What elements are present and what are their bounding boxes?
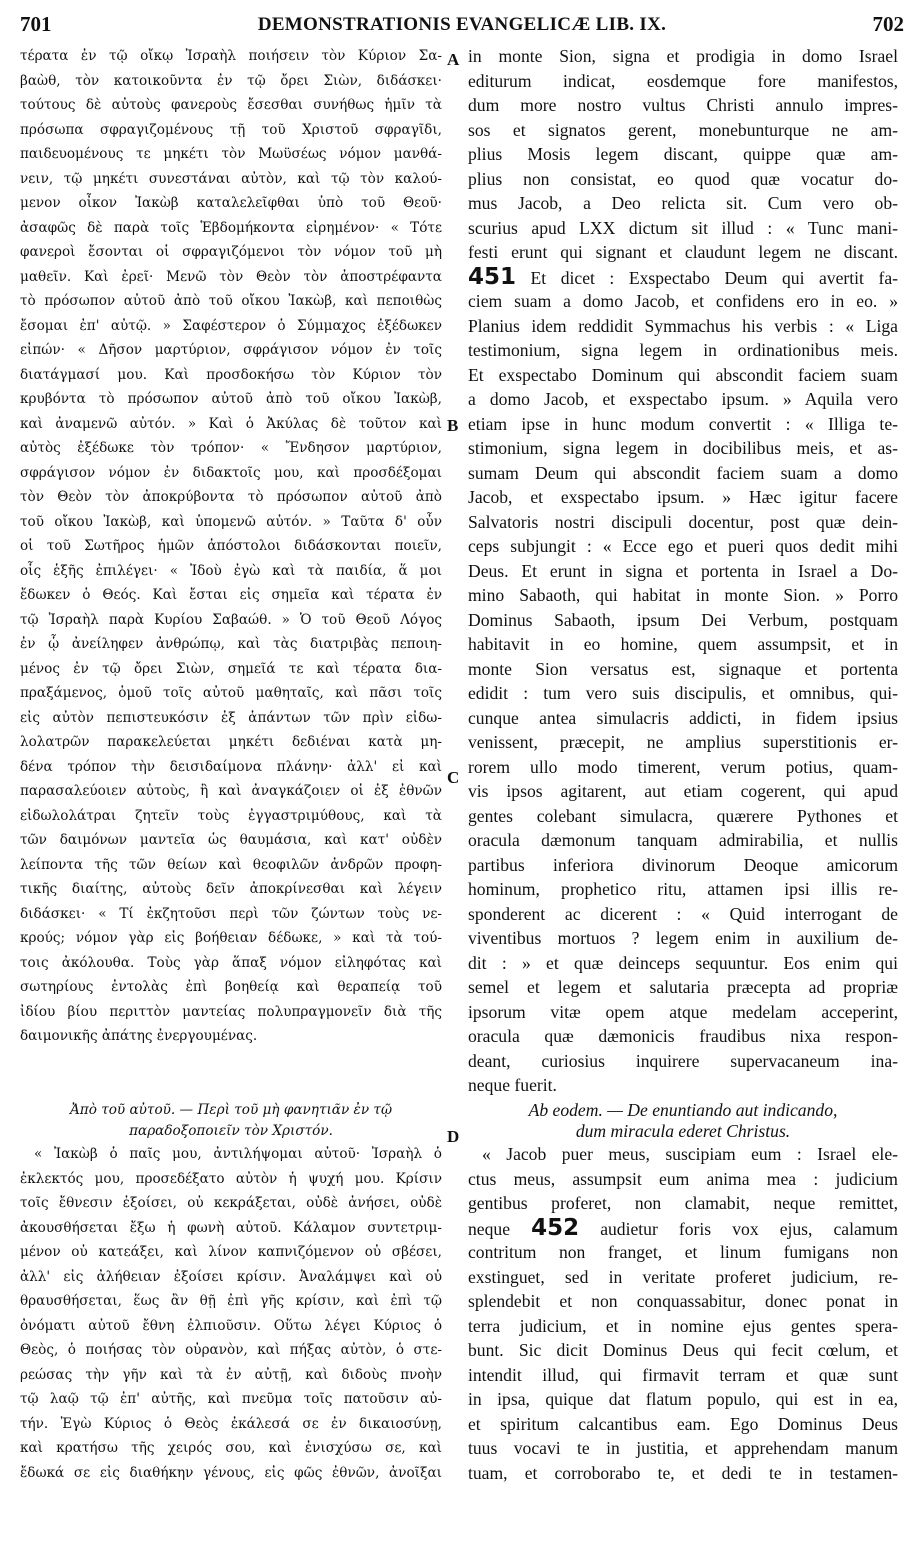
text-line: εἰπών· « Δῆσον μαρτύριον, σφράγισον νόμον ἐν τοῖς (20, 342, 442, 358)
text-line: a domo Jacob, et exspectabo ipsum. » Aquila vero (468, 389, 898, 409)
latin-section-heading (468, 1100, 898, 1142)
text-line: scurius apud LXX dictum sit illud : « Tunc mani- (468, 217, 898, 238)
text-line: διατάγμασί μου. Καὶ προσδοκήσω τὸν Κύριον τὸν (20, 366, 442, 383)
text-line: Planius idem reddidit Symmachus his verbis : « Liga (468, 315, 898, 336)
text-line: bunt. Sic dicit Dominus Deus qui fecit cœlum, et (468, 1340, 898, 1360)
text-line: θραυσθήσεται, ἕως ἂν θῇ ἐπὶ γῆς κρίσιν, καὶ ἐπὶ τῷ (20, 1293, 442, 1309)
running-header (20, 6, 904, 42)
text-line: εἰς αὐτὸν πεπιστευκόσιν ἐξ ἁπάντων τῶν πρὶν εἰδω- (20, 709, 442, 726)
text-line: τικῆς διαίτης, αὐτοὺς δεῖν ἀποκρίνεσθαι καὶ λέγειν (20, 881, 442, 897)
text-line: ἰδίου βίου περιττὸν μαντείας πολυπραγμονεῖν διὰ τῆς (20, 1003, 442, 1020)
text-line: ἔδωκεν ὁ Θεός. Καὶ ἔσται εἰς σημεῖα καὶ τέρατα ἐν (20, 587, 442, 603)
text-line: οἷς ἑξῆς ἐπιλέγει· « Ἰδοὺ ἐγὼ καὶ τὰ παιδία, ἅ μοι (20, 562, 442, 579)
text-line: τῷ Ἰσραὴλ παρὰ Κυρίου Σαβαώθ. » Ὁ τοῦ Θεοῦ Λόγος (20, 611, 442, 628)
text-line: monte Sion versatus est, signaque et portenta (468, 658, 898, 679)
text-line: Et exspectabo Dominum qui abscondit faciem suam (468, 364, 898, 385)
text-line: αὐτὸς ἐξέδωκε τὸν τρόπον· « Ἔνδησον μαρτύριον, (20, 440, 442, 456)
margin-marker-b: B (447, 416, 459, 435)
text-line: hominum, prophetico ritu, attamen ipsi illis re- (468, 879, 898, 899)
text-line: neque fuerit. (468, 1075, 557, 1095)
text-line: καὶ ἀναμενῶ αὐτόν. » Καὶ ὁ Ἀκύλας δὲ τοῦτον καὶ (20, 415, 442, 432)
page-number-right: 702 (872, 12, 904, 36)
text-line: oracula quæ dæmonicis fraudibus nixa respon- (468, 1026, 898, 1046)
text-line: καὶ κρατήσω τῆς χειρός σου, καὶ ἐνισχύσω σε, καὶ (20, 1440, 442, 1456)
text-line: rorem ullo modo timerent, verum potius, quam- (468, 756, 898, 777)
text-line: gentes colebant simulacra, quærere Pythones et (468, 805, 898, 826)
text-line: habitavit in eo homine, quem assumpsit, et in (468, 634, 898, 654)
text-line: οἱ τοῦ Σωτῆρος ἡμῶν ἀπόστολοι διδάσκονται ποιεῖν, (20, 538, 442, 554)
text-line: tuus vocavi te in justitia, et apprehendam manum (468, 1438, 898, 1458)
text-line: πρόσωπα σφραγιζομένους τῇ τοῦ Χριστοῦ σφραγῖδι, (20, 121, 442, 138)
text-line: ἐκλεκτός μου, προσεδέξατο αὐτὸν ἡ ψυχή μου. Κρίσιν (20, 1170, 442, 1187)
latin-line-451: 451 Et dicet : Exspectabo Deum qui avertit fa- (468, 264, 898, 289)
text-line: « Jacob puer meus, suscipiam eum : Israel ele- (482, 1144, 898, 1164)
text-line: gentibus proferet, non clamabit, neque remittet, (468, 1193, 898, 1213)
text-line: τῶν δαιμόνων μαντεῖα ὡς θαυμάσια, καὶ κατ' οὐδὲν (20, 832, 442, 848)
text-line: ciem suam a domo Jacob, et confidens ero in eo. » (468, 291, 898, 311)
greek-column-top (20, 44, 442, 1049)
text-line: festi erunt qui signant et claudunt legem ne discant. (468, 242, 898, 262)
text-line: ὀνόματι αὐτοῦ ἔθνη ἐλπιοῦσιν. Οὕτω λέγει Κύριος ὁ (20, 1317, 442, 1334)
text-line: in monte Sion, signa et prodigia in domo Israel (468, 46, 898, 66)
text-line: λείποντα τῆς τῶν θείων καὶ θεοφιλῶν ἀνδρῶν προφη- (20, 856, 442, 873)
text-line: editurum indicat, eosdemque fore manifestos, (468, 70, 898, 91)
text-line: exstinguet, sed in veritate proferet judicium, re- (468, 1266, 898, 1287)
text-line: oracula dæmonum tanquam admirabilia, et nullis (468, 830, 898, 850)
text-line: Dominus Sabaoth, ipsum Dei Verbum, postquam (468, 609, 898, 630)
text-line: σωτηρίους ἐντολὰς ἐπὶ βοηθείᾳ καὶ θεραπείᾳ τοῦ (20, 979, 442, 995)
margin-marker-d: D (447, 1127, 460, 1146)
text-line: Jacob, et exspectabo ipsum. » Hæc igitur facere (468, 487, 898, 507)
latin-column-bottom (468, 1100, 898, 1485)
text-line: contritum non franget, et linum fumigans non (468, 1242, 898, 1262)
text-line: ἔδωκά σε εἰς διαθήκην γένους, εἰς φῶς ἐθνῶν, ἀνοῖξαι (20, 1464, 442, 1481)
text-line: viventibus mortuos ? legem enim in auxilium de- (468, 928, 898, 948)
text-line: « Ἰακὼβ ὁ παῖς μου, ἀντιλήψομαι αὐτοῦ· Ἰσραὴλ ὁ (34, 1146, 442, 1162)
text-line: Θεὸς, ὁ ποιήσας τὸν οὐρανὸν, καὶ πήξας αὐτὸν, ὁ στε- (20, 1342, 442, 1358)
text-line: mus Jacob, a Deo relicta sit. Cum vero ob- (468, 193, 898, 213)
text-line: cunque antea simulacris addicti, in fidem ipsius (468, 707, 898, 728)
text-line: διδάσκει· « Τί ἐκζητοῦσι περὶ τῶν ζώντων τοὺς νε- (20, 905, 442, 922)
text-line: plius non consistat, eo quod quæ vocatur do- (468, 168, 898, 189)
text-line: παιδευομένους τε μηκέτι τὸν Μωϋσέως νόμον μανθά- (20, 146, 442, 162)
text-line: κρούς; νόμον γὰρ εἰς βοήθειαν δέδωκε, » καὶ τὰ τού- (20, 930, 442, 946)
text-line: τήν. Ἐγὼ Κύριος ὁ Θεὸς ἐκάλεσά σε ἐν δικαιοσύνῃ, (20, 1415, 442, 1432)
column-number-451: 451 (468, 264, 517, 289)
text-line: plius Mosis legem discant, quippe quæ am- (468, 144, 898, 164)
text-line: sponderent ac dicerent : « Quid interrogant de (468, 903, 898, 924)
text-line: δαιμονικῆς ἀπάτης ἐνεργουμένας. (20, 1028, 258, 1044)
text-line: deant, curiosius inquirere supervacaneum ina- (468, 1050, 898, 1071)
text-line: ἐν ᾧ ἀνείληφεν ἀνθρώπῳ, καὶ τὰς διατριβὰς πεποιη- (20, 636, 442, 652)
text-line: intendit illud, qui firmavit terram et quæ sunt (468, 1364, 898, 1385)
text-line: τὸν Θεὸν τὸν ἀποκρύβοντα τὸ πρόσωπον αὐτοῦ ἀπὸ (20, 489, 442, 505)
text-line: φανεροὶ ἔσονται οἱ σφραγιζόμενοι τὸν νόμον τοῦ μὴ (20, 244, 442, 260)
text-line: ρεώσας τὴν γῆν καὶ τὰ ἐν αὐτῇ, καὶ διδοὺς πνοὴν (20, 1366, 442, 1383)
page-number-left: 701 (20, 12, 52, 36)
text-line: mino Sabaoth, qui habitat in monte Sion. » Porro (468, 585, 898, 605)
text-line: splendebit et non conquassabitur, donec ponat in (468, 1291, 898, 1311)
margin-marker-a: A (447, 50, 460, 69)
text-line: dum miracula ederet Christus. (575, 1121, 791, 1141)
text-line: εἰδωλολάτραι ζητεῖν τοὺς ἐγγαστριμύθους, καὶ τὰ (20, 807, 442, 824)
text-line: τοῖς ἔθνεσιν ἐξοίσει, οὐ κεκράξεται, οὐδὲ ἀνήσει, οὐδὲ (20, 1195, 442, 1211)
text-line: μένον οὐ κατεάξει, καὶ λίνον καπνιζόμενον οὐ σβέσει, (20, 1244, 442, 1260)
text-line: terra judicium, et in nomine ejus gentes spera- (468, 1315, 898, 1336)
text-line: vis ipsos agitarent, aut etiam cogerent, qui apud (468, 781, 898, 801)
text-line: sumam Deum qui abscondit faciem suam a domo (468, 462, 898, 483)
latin-line-452: neque 452 audietur foris vox ejus, calamum (468, 1215, 898, 1240)
text-line: dum more nostro vultus Christi annulo impres- (468, 95, 898, 115)
text-line: ἀκουσθήσεται ἔξω ἡ φωνὴ αὐτοῦ. Κάλαμον συντετριμ- (20, 1219, 442, 1236)
running-title: DEMONSTRATIONIS EVANGELICÆ LIB. IX. (257, 14, 667, 35)
text-line: ceps subjungit : « Ecce ego et pueri quos dedit mihi (468, 536, 898, 556)
greek-column-bottom (20, 1100, 442, 1485)
text-line: τὸ πρόσωπον αὐτοῦ ἀπὸ τοῦ οἴκου Ἰακὼβ, καὶ πεποιθὼς (20, 293, 442, 309)
text-line: ἀσαφῶς δὲ παρὰ τοῖς Ἑβδομήκοντα εἰρημένον· « Τότε (20, 219, 442, 236)
text-line: τῷ λαῷ τῷ ἐπ' αὐτῆς, καὶ πνεῦμα τοῖς πατοῦσιν αὐ- (20, 1391, 442, 1407)
text-line: Deus. Et erunt in signa et portenta in Israel a Do- (468, 560, 898, 581)
text-line: παραδοξοποιεῖν τὸν Χριστόν. (129, 1123, 333, 1139)
text-line: Salvatoris nostri discipuli docentur, post quæ dein- (468, 511, 898, 532)
text-line: βαὼθ, τὸν κατοικοῦντα ἐν τῷ ὄρει Σιὼν, διδάσκει· (20, 72, 442, 89)
text-line: τούτους δὲ αὐτοὺς φανεροὺς ἔσεσθαι συνήθως ἡμῖν τὰ (20, 97, 442, 113)
text-line: et spiritum calcantibus eam. Ego Dominus Deus (468, 1413, 898, 1434)
latin-column-top (468, 44, 898, 1098)
text-line: edidit : tum vero suis discipulis, et omnibus, qui- (468, 683, 898, 703)
text-line: νειν, τῷ μηκέτι συνεστάναι αὐτὸν, καὶ τῷ τὸν καλού- (20, 170, 442, 187)
text-line: τοῦ οἴκου Ἰακὼβ, καὶ ὑπομενῶ αὐτόν. » Ταῦτα δ' οὖν (20, 513, 442, 530)
text-line: semel et legem et salutaria præcepta ad propriæ (468, 977, 898, 997)
text-line: tuam, et corroborabo te, et dedi te in testamen- (468, 1462, 898, 1483)
text-line: sos et signatos gerent, monebunturque ne am- (468, 119, 898, 140)
margin-marker-c: C (447, 768, 460, 787)
text-line: μενον οἶκον Ἰακὼβ καταλελεῖφθαι ὑπὸ τοῦ Θεοῦ· (20, 195, 442, 211)
text-line: μένος ἐν τῷ ὄρει Σιὼν, σημεῖά τε καὶ τέρατα δια- (20, 660, 442, 677)
text-line: ἔσομαι ἐπ' αὐτῷ. » Σαφέστερον ὁ Σύμμαχος ἐξέδωκεν (20, 317, 442, 334)
text-line: μαθεῖν. Καὶ ἐρεῖ· Μενῶ τὸν Θεὸν τὸν ἀποστρέφαντα (20, 268, 442, 285)
text-line: σφράγισον νόμον ἐν διδακτοῖς μου, καὶ προσδέξομαι (20, 464, 442, 481)
text-line: λολατρῶν παρακελεύεται μηκέτι δεδιέναι κατὰ μη- (20, 734, 442, 750)
text-line: in ipsa, quique dat flatum populo, qui est in ea, (468, 1389, 898, 1409)
text-line: partibus inferiora divinorum Deoque amicorum (468, 854, 898, 875)
text-line: κρυβόντα τὸ πρόσωπον αὐτοῦ ἀπὸ τοῦ οἴκου Ἰακὼβ, (20, 391, 442, 407)
greek-section-heading (20, 1100, 442, 1142)
text-line: dit : » et quæ deinceps sequuntur. Eos enim qui (468, 952, 898, 973)
text-line: Ἀπὸ τοῦ αὐτοῦ. — Περὶ τοῦ μὴ φανητιᾶν ἐν τῷ (69, 1102, 393, 1118)
text-line: ipsorum vitæ opem atque medelam acceperint, (468, 1001, 898, 1022)
text-line: παρασαλεύοιεν αὐτοὺς, ἢ καὶ ἀναγκάζοιεν οἱ ἐξ ἐθνῶν (20, 783, 442, 799)
text-line: Ab eodem. — De enuntiando aut indicando, (528, 1100, 838, 1120)
text-line: τοις ἀκόλουθα. Τοὺς γὰρ ἅπαξ νόμον εἰληφότας καὶ (20, 954, 442, 971)
text-line: stimonium, signa legem in docibilibus meis, et as- (468, 438, 898, 458)
text-line: ctus meus, assumpsit eum anima mea : judicium (468, 1168, 898, 1189)
text-line: ἀλλ' εἰς ἀλήθειαν ἐξοίσει κρίσιν. Ἀναλάμψει καὶ οὐ (20, 1268, 442, 1285)
column-number-452: 452 (531, 1215, 580, 1240)
text-line: τέρατα ἐν τῷ οἴκῳ Ἰσραὴλ ποιήσειν τὸν Κύριον Σα- (20, 48, 442, 64)
text-line: testimonium, signa legem in ordinationibus meis. (468, 340, 898, 360)
text-line: venissent, præcepit, ne amplius superstitionis er- (468, 732, 898, 752)
text-line: δένα τρόπον τὴν δεισιδαίμονα πλάνην· ἀλλ' εἰ καὶ (20, 758, 442, 775)
text-line: πραξάμενος, ὁμοῦ τοῖς αὐτοῦ μαθηταῖς, καὶ πᾶσι τοῖς (20, 685, 442, 701)
text-line: etiam ipse in hunc modum convertit : « Illiga te- (468, 413, 898, 434)
